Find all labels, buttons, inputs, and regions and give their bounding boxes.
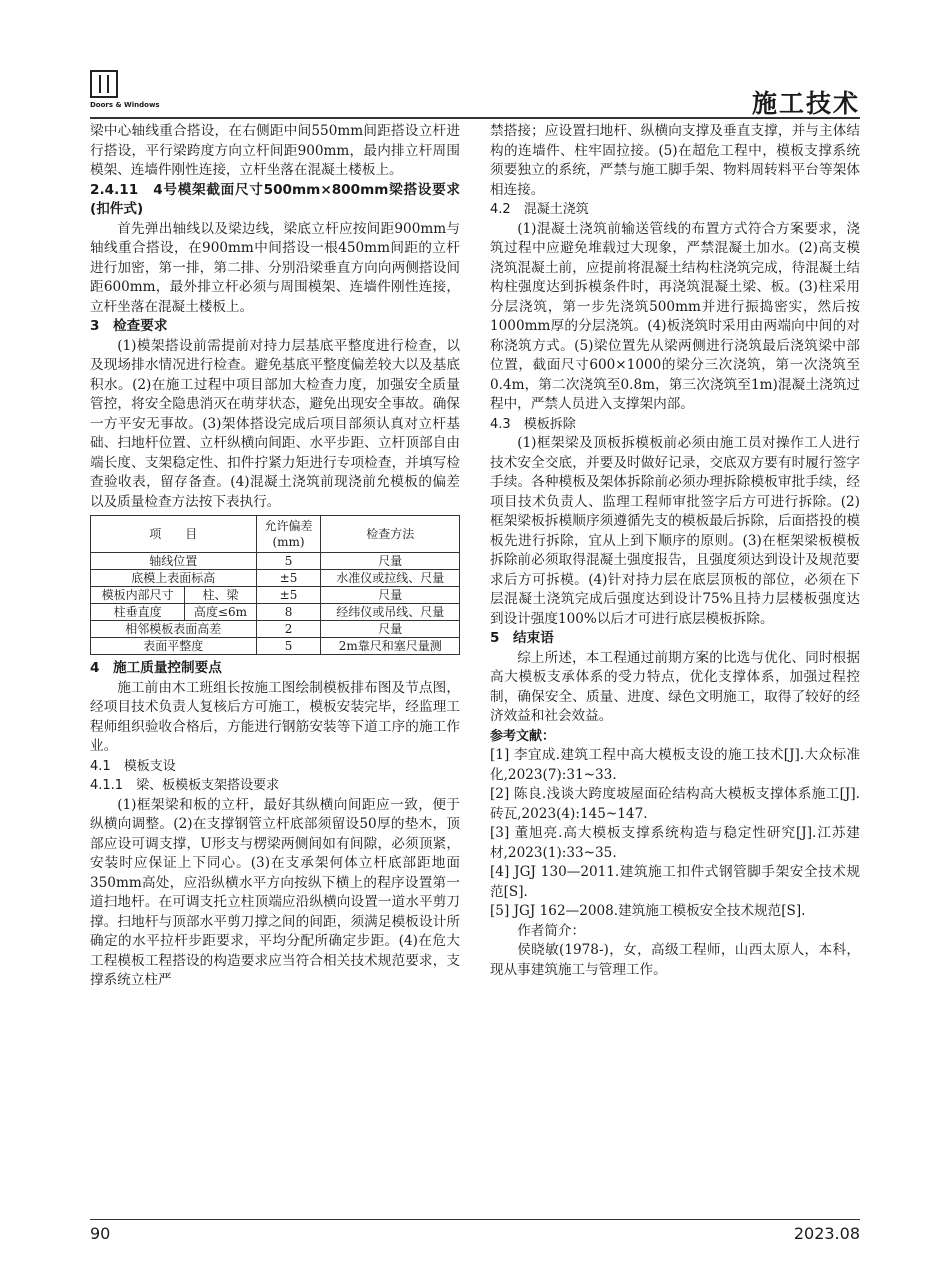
paragraph: 梁中心轴线重合搭设，在右侧距中间550mm间距搭设立杆进行搭设，平行梁跨度方向立杆间距900mm，最内排立杆周围模架、连墙件刚性连接，立杆坐落在混凝土楼板上。 [90, 123, 460, 178]
table-row [91, 553, 460, 570]
reference-item: [5] JGJ 162—2008.建筑施工模板安全技术规范[S]. [490, 903, 806, 919]
table-header-row [91, 516, 460, 553]
heading-number: 4.1 [90, 758, 111, 774]
heading-number: 4.2 [490, 202, 511, 217]
references-title: 参考文献： [490, 728, 556, 744]
header-rule [90, 117, 860, 119]
table-cell: 尺量 [321, 587, 460, 604]
left-column [90, 122, 460, 991]
table-cell: 2 [256, 621, 321, 638]
table-cell: 表面平整度 [91, 638, 257, 655]
heading-text: 模板支设 [123, 758, 176, 774]
reference-item: [4] JGJ 130—2011.建筑施工扣件式钢管脚手架安全技术规范[S]. [490, 864, 860, 900]
table-row [91, 638, 460, 655]
reference-item: [1] 李宜成.建筑工程中高大模板支设的施工技术[J].大众标准化,2023(7):31~33. [490, 747, 860, 783]
logo-label: Doors & Windows [90, 101, 160, 109]
table-header-item: 项 目 [91, 516, 257, 553]
heading-4-3 [490, 415, 860, 435]
reference-item: [2] 陈良.浅谈大跨度坡屋面砼结构高大模板支撑体系施工[J].砖瓦,2023(4):145~147. [490, 786, 860, 822]
table-row [91, 604, 460, 621]
paragraph: 禁搭接；应设置扫地杆、纵横向支撑及垂直支撑，并与主体结构的连墙件、柱牢固拉接。(5)在超危工程中，模板支撑系统须要独立的系统，严禁与施工脚手架、物料周转料平台等架体相连接。 [490, 123, 860, 198]
table-cell: 相邻模板表面高差 [91, 621, 257, 638]
table-cell: 2m靠尺和塞尺量测 [321, 638, 460, 655]
heading-3: 3 检查要求 [90, 318, 168, 334]
table-cell: 5 [256, 638, 321, 655]
heading-text: 模板拆除 [523, 416, 576, 432]
table-cell: 底模上表面标高 [91, 570, 257, 587]
table-cell: 轴线位置 [91, 553, 257, 570]
table-cell: 高度≤6m [185, 604, 256, 621]
author-bio: 侯晓敏(1978-)，女，高级工程师，山西太原人，本科，现从事建筑施工与管理工作。 [490, 942, 860, 978]
paragraph: (1)混凝土浇筑前输送管线的布置方式符合方案要求，浇筑过程中应避免堆载过大现象，严禁混凝土加水。(2)高支模浇筑混凝土前，应提前将混凝土结构柱浇筑完成，待混凝土结构柱强度达到拆模条件时，再浇筑混凝土梁、板。(3)柱采用分层浇筑，第一步先浇筑500mm并进行振捣密实，然后按1000mm厚的分层浇筑。(4)板浇筑时采用由两端向中间的对称浇筑方式。(5)梁位置先从梁两侧进行浇筑最后浇筑梁中部位置，截面尺寸600×1000的梁分三次浇筑，第一次浇筑至0.4m，第二次浇筑至0.8m，第三次浇筑至1m)混凝土浇筑过程中，严禁人员进入支撑架内部。 [490, 220, 860, 412]
table-header-tolerance [256, 516, 321, 553]
table-cell: 水准仪或拉线、尺量 [321, 570, 460, 587]
paragraph: 施工前由木工班组长按施工图绘制模板排布图及节点图，经项目技术负责人复核后方可施工，模板安装完毕，经监理工程师组织验收合格后，方能进行钢筋安装等下道工序的施工作业。 [90, 679, 460, 754]
tolerance-label: 允许偏差 [264, 519, 313, 533]
paragraph: (1)框架梁及顶板拆模板前必须由施工员对操作工人进行技术安全交底，并要及时做好记录，交底双方要有时履行签字手续。各种模板及架体拆除前必须办理拆除模板审批手续，经项目技术负责人、监理工程师审批签字后方可进行拆除。(2)框架梁板拆模顺序须遵循先支的模板最后拆除，后面搭投的模板先进行拆除，宜从上到下顺序的原则。(3)在框架梁板模板拆除前必须取得混凝土强度报告，且强度须达到设计及规范要求后方可拆模。(4)针对持力层在底层顶板的部位，必须在下层混凝土浇筑完成后强度达到设计75%且持力层楼板强度达到设计强度100%以后才可进行底层模板拆除。 [490, 435, 860, 627]
heading-4: 4 施工质量控制要点 [90, 660, 222, 676]
author-label: 作者简介： [517, 922, 586, 939]
page-number: 90 [90, 1224, 111, 1243]
section-title: 施工技术 [751, 89, 860, 118]
table-cell: 模板内部尺寸 [91, 587, 185, 604]
table-cell: 8 [256, 604, 321, 621]
journal-logo [90, 70, 170, 114]
heading-4-1 [90, 757, 460, 777]
issue-date: 2023.08 [793, 1224, 860, 1243]
table-cell: 5 [256, 553, 321, 570]
heading-4-2 [490, 200, 860, 220]
table-cell: 柱垂直度 [91, 604, 185, 621]
table-row [91, 621, 460, 638]
paragraph: 综上所述，本工程通过前期方案的比选与优化、同时根据高大模板支承体系的受力特点，优化支撑体系，加强过程控制，确保安全、质量、进度、绿色文明施工，取得了较好的经济效益和社会效益。 [490, 649, 860, 724]
heading-number: 4.1.1 [90, 778, 124, 793]
tolerance-unit: (mm) [272, 535, 305, 549]
heading-4-1-1 [90, 776, 460, 796]
table-cell: ±5 [256, 570, 321, 587]
heading-number: 4.3 [490, 416, 511, 432]
table-row [91, 587, 460, 604]
tolerance-table [90, 515, 460, 655]
table-cell: 经纬仪或吊线、尺量 [321, 604, 460, 621]
table-header-method: 检查方法 [321, 516, 460, 553]
paragraph: (1)框架梁和板的立杆，最好其纵横向间距应一致，便于纵横向调整。(2)在支撑钢管立杆底部须留设50厚的垫木，顶部应设可调支撑，U形支与楞梁两侧间如有间隙，必须顶紧，安装时应保证上下同心。(3)在支承架何体立杆底部距地面350mm高处，应沿纵横水平方向按纵下横上的程序设置第一道扫地杆。在可调支托立柱顶端应沿纵横向设置一道水平剪刀撑。扫地杆与顶部水平剪刀撑之间的间距，须满足模板设计所确定的水平拉杆步距要求，平均分配所确定步距。(4)在危大工程模板工程搭设的构造要求应当符合相关技术规范要求，支撑系统立柱严 [90, 796, 460, 988]
table-cell: ±5 [256, 587, 321, 604]
footer-rule [90, 1219, 860, 1220]
table-row [91, 570, 460, 587]
paragraph: (1)模架搭设前需提前对持力层基底平整度进行检查，以及现场排水情况进行检查。避免基底平整度偏差较大以及基底积水。(2)在施工过程中项目部加大检查力度，加强安全质量管控，将安全隐患消灭在萌芽状态，避免出现安全事故。确保一方平安无事故。(3)架体搭设完成后项目部须认真对立杆基础、扫地杆位置、立杆纵横向间距、水平步距、立杆顶部自由端长度、支架稳定性、扣件拧紧力矩进行专项检查，并填写检查验收表，留存备查。(4)混凝土浇筑前现浇前允模板的偏差以及质量检查方法按下表执行。 [90, 337, 460, 510]
heading-5: 5 结束语 [490, 630, 554, 646]
reference-item: [3] 董旭亮.高大模板支撑系统构造与稳定性研究[J].江苏建材,2023(1):33~35. [490, 825, 860, 861]
paragraph: 首先弹出轴线以及梁边线，梁底立杆应按间距900mm与轴线重合搭设，在900mm中间搭设一根450mm间距的立杆进行加密，第一排，第二排、分别沿梁垂直方向向两侧搭设间距600mm，最外排立杆必须与周围模架、连墙件刚性连接，立杆坐落在混凝土楼板上。 [90, 220, 460, 315]
table-cell: 尺量 [321, 621, 460, 638]
right-column [490, 122, 860, 980]
table-cell: 柱、梁 [185, 587, 256, 604]
table-cell: 尺量 [321, 553, 460, 570]
heading-2-4-11: 2.4.11 4号模架截面尺寸500mm×800mm梁搭设要求(扣件式) [90, 181, 460, 217]
heading-text: 混凝土浇筑 [523, 202, 589, 217]
window-logo-icon [90, 70, 118, 98]
heading-text: 梁、板模板支架搭设要求 [136, 778, 280, 793]
